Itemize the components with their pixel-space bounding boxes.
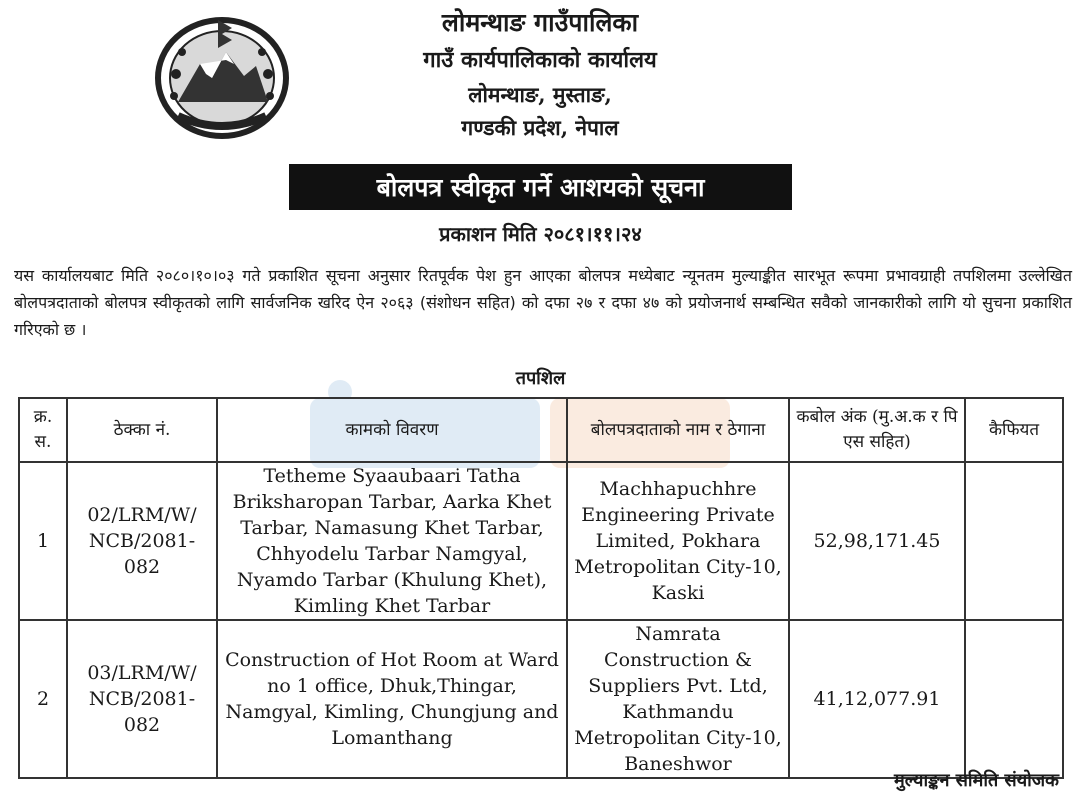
table-row bbox=[19, 462, 1063, 620]
header-serial-no: क्र. स. bbox=[19, 398, 67, 462]
cell-bid-amount: 52,98,171.45 bbox=[789, 462, 965, 620]
header-remarks: कैफियत bbox=[965, 398, 1063, 462]
office-address-line1: लोमन्थाङ, मुस्ताङ, bbox=[468, 82, 612, 107]
municipality-name: लोमन्थाङ गाउँपालिका bbox=[441, 8, 639, 37]
office-address-line2: गण्डकी प्रदेश, नेपाल bbox=[461, 115, 619, 140]
publication-date: प्रकाशन मिति २०८१।११।२४ bbox=[439, 222, 642, 246]
header-bidder-name-address: बोलपत्रदाताको नाम र ठेगाना bbox=[567, 398, 789, 462]
cell-contract-no: 03/LRM/W/ NCB/2081-082 bbox=[67, 620, 217, 778]
cell-serial-no: 1 bbox=[19, 462, 67, 620]
office-header bbox=[330, 4, 750, 144]
header-bid-amount: कबोल अंक (मु.अ.क र पि एस सहित) bbox=[789, 398, 965, 462]
office-name: गाउँ कार्यपालिकाको कार्यालय bbox=[423, 47, 657, 73]
header-work-description: कामको विवरण bbox=[217, 398, 567, 462]
cell-work-description: Tetheme Syaaubaari Tatha Briksharopan Tarbar, Aarka Khet Tarbar, Namasung Khet Tarbar, Chhyodelu Tarbar Namgyal, Nyamdo Tarbar (Khulung Khet), Kimling Khet Tarbar bbox=[217, 462, 567, 620]
notice-title-banner: बोलपत्र स्वीकृत गर्ने आशयको सूचना bbox=[289, 164, 792, 210]
notice-body-text: यस कार्यालयबाट मिति २०८०।१०।०३ गते प्रकाशित सूचना अनुसार रितपूर्वक पेश हुन आएका बोलपत्र मध्येबाट न्यूनतम मुल्याङ्कीत सारभूत रूपमा प्रभावग्राही तपशिलमा उल्लेखित बोलपत्रदाताको बोलपत्र स्वीकृतको लागि सार्वजनिक खरिद ऐन २०६३ (संशोधन सहित) को दफा २७ र दफा ४७ को प्रयोजनार्थ सम्बन्धित सवैको जानकारीको लागि यो सुचना प्रकाशित गरिएको छ । bbox=[14, 266, 1072, 339]
table-header-row bbox=[19, 398, 1063, 462]
cell-bid-amount: 41,12,077.91 bbox=[789, 620, 965, 778]
header-contract-no: ठेक्का नं. bbox=[67, 398, 217, 462]
cell-bidder: Machhapuchhre Engineering Private Limited, Pokhara Metropolitan City-10, Kaski bbox=[567, 462, 789, 620]
nepal-government-emblem-icon bbox=[148, 12, 296, 142]
awarded-bids-table bbox=[18, 397, 1064, 779]
cell-remarks bbox=[965, 462, 1063, 620]
table-title: तपशिल bbox=[515, 368, 566, 389]
cell-serial-no: 2 bbox=[19, 620, 67, 778]
table-row bbox=[19, 620, 1063, 778]
cell-work-description: Construction of Hot Room at Ward no 1 office, Dhuk,Thingar, Namgyal, Kimling, Chungjung and Lomanthang bbox=[217, 620, 567, 778]
cell-remarks bbox=[965, 620, 1063, 778]
cell-contract-no: 02/LRM/W/ NCB/2081-082 bbox=[67, 462, 217, 620]
cell-bidder: Namrata Construction & Suppliers Pvt. Ltd, Kathmandu Metropolitan City-10, Baneshwor bbox=[567, 620, 789, 778]
signature-committee-coordinator: मुल्याङ्कन समिति संयोजक bbox=[894, 770, 1059, 791]
